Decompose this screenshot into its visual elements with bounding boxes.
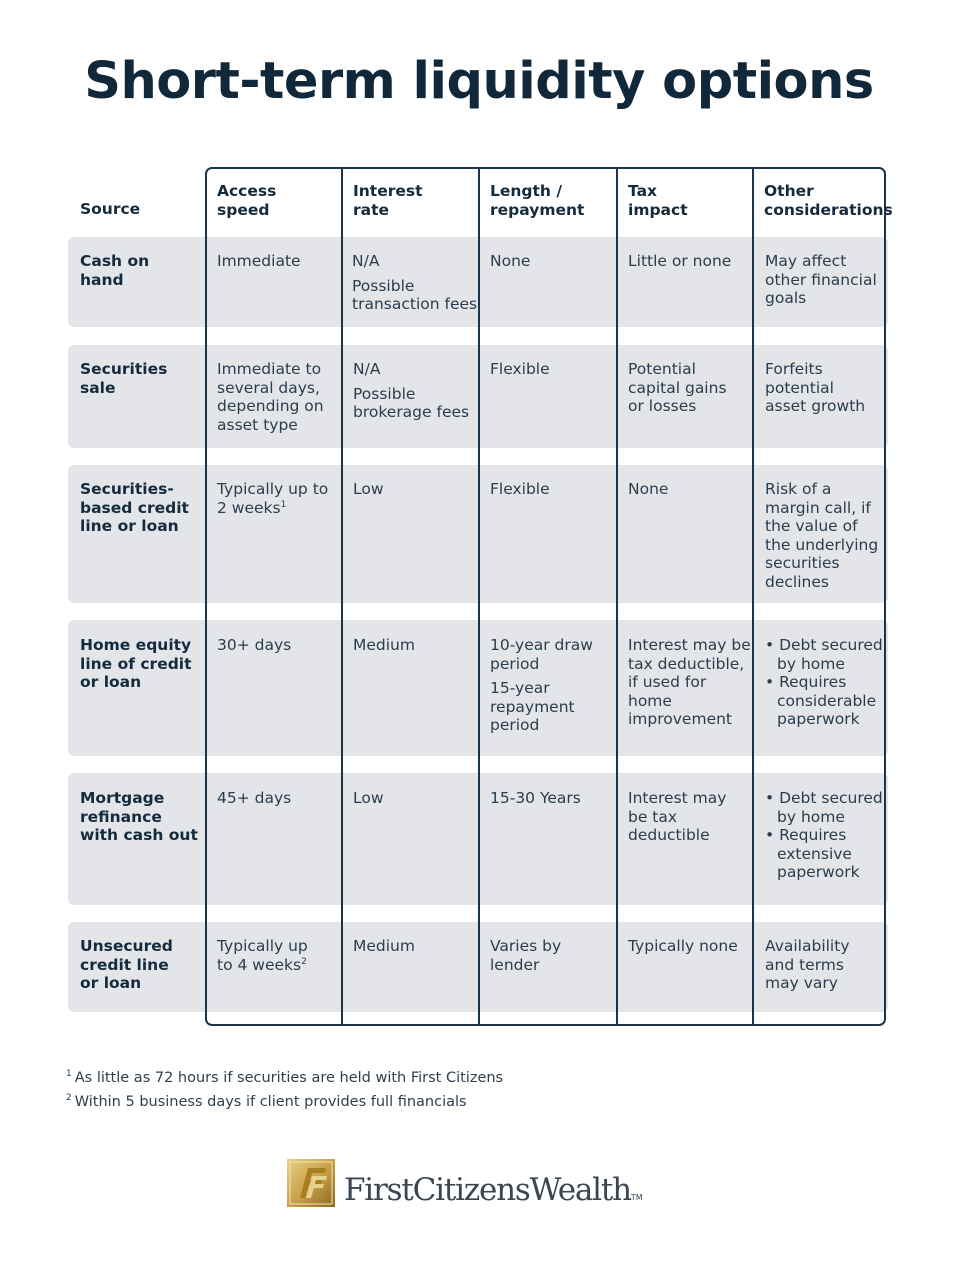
header-access-speed: Access speed	[217, 182, 277, 219]
cell-tax-impact: Interest may be tax deductible, if used for home improvement	[628, 636, 751, 728]
cell-other-considerations: Availability and terms may vary	[765, 937, 850, 992]
cell-length-repayment: Flexible	[490, 360, 550, 378]
cell-tax-impact: Typically none	[628, 937, 738, 955]
cell-length-repayment: None	[490, 252, 531, 270]
cell-access-speed: Typically up to 2 weeks$^1$	[217, 480, 329, 517]
logo-mark-icon	[286, 1158, 336, 1208]
cell-interest-rate: Medium	[353, 636, 415, 654]
cell-length-repayment: 15-30 Years	[490, 789, 581, 807]
column-divider	[341, 167, 343, 1026]
cell-access-speed: 45+ days	[217, 789, 292, 807]
cell-length-repayment: Flexible	[490, 480, 550, 498]
header-interest-rate: Interest rate	[353, 182, 423, 219]
table-row-source: Securities sale	[80, 360, 168, 397]
cell-length-repayment: 10-year draw period 15-year repayment period	[490, 636, 593, 734]
table-row-source: Unsecured credit line or loan	[80, 937, 173, 992]
cell-interest-rate: Medium	[353, 937, 415, 955]
footnotes	[66, 1066, 503, 1114]
cell-interest-rate: N/A Possible transaction fees	[352, 252, 478, 313]
cell-access-speed: 30+ days	[217, 636, 292, 654]
header-tax-impact: Tax impact	[628, 182, 688, 219]
cell-other-considerations: Forfeits potential asset growth	[765, 360, 866, 415]
cell-access-speed: Immediate to several days, depending on asset type	[217, 360, 324, 434]
footnote-2: $^2$ Within 5 business days if client provides full financials	[66, 1093, 467, 1110]
header-length-repayment: Length / repayment	[490, 182, 585, 219]
table-row-source: Home equity line of credit or loan	[80, 636, 192, 691]
logo-wordmark: FirstCitizensWealthTM	[344, 1172, 643, 1208]
cell-other-considerations: May affect other financial goals	[765, 252, 877, 307]
table-row-source: Mortgage refinance with cash out	[80, 789, 198, 844]
cell-interest-rate: N/A Possible brokerage fees	[353, 360, 470, 421]
cell-interest-rate: Low	[353, 480, 384, 498]
table-row-source: Securities- based credit line or loan	[80, 480, 189, 535]
cell-other-considerations: • Debt secured by home • Requires extensive paperwork	[765, 789, 883, 881]
cell-other-considerations: • Debt secured by home • Requires considerable paperwork	[765, 636, 883, 728]
cell-tax-impact: Potential capital gains or losses	[628, 360, 727, 415]
cell-tax-impact: None	[628, 480, 669, 498]
header-other-considerations: Other considerations	[764, 182, 893, 219]
column-divider	[478, 167, 480, 1026]
footnote-marker: 2	[301, 956, 307, 967]
column-divider	[752, 167, 754, 1026]
table-row-source: Cash on hand	[80, 252, 150, 289]
cell-interest-rate: Low	[353, 789, 384, 807]
cell-tax-impact: Interest may be tax deductible	[628, 789, 727, 844]
brand-logo	[286, 1156, 686, 1212]
cell-access-speed: Typically up to 4 weeks$^2$	[217, 937, 308, 974]
cell-other-considerations: Risk of a margin call, if the value of the underlying securities declines	[765, 480, 879, 591]
header-source: Source	[80, 200, 141, 218]
page-title: Short-term liquidity options	[84, 52, 874, 111]
cell-tax-impact: Little or none	[628, 252, 732, 270]
cell-length-repayment: Varies by lender	[490, 937, 562, 974]
footnote-1: $^1$ As little as 72 hours if securities are held with First Citizens	[66, 1069, 504, 1086]
cell-access-speed: Immediate	[217, 252, 301, 270]
footnote-marker: 1	[280, 499, 287, 510]
column-divider	[616, 167, 618, 1026]
